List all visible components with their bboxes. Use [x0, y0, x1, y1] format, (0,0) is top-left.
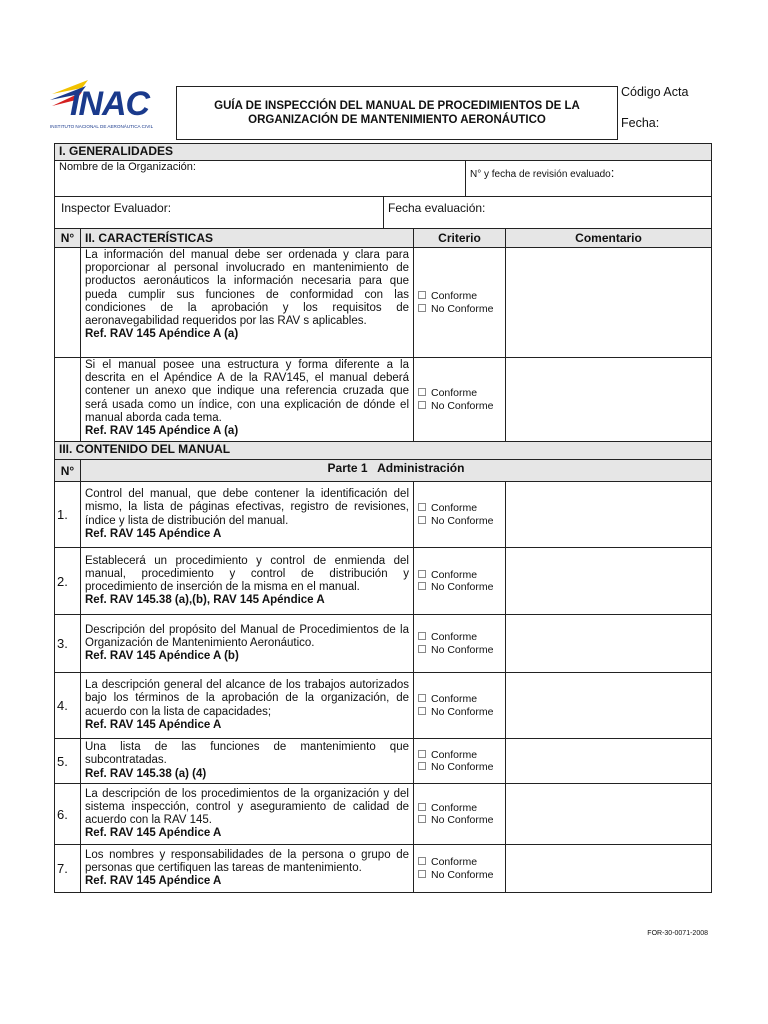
table-row	[55, 739, 712, 784]
row-text	[81, 482, 414, 548]
generalidades-heading: I. GENERALIDADES	[55, 144, 712, 161]
criterio-options	[414, 673, 506, 739]
conforme-option[interactable]	[418, 749, 501, 761]
comment-cell[interactable]	[506, 548, 712, 615]
fecha-evaluacion-label: Fecha evaluación:	[388, 201, 486, 215]
fecha-label: Fecha:	[621, 116, 660, 130]
criterio-options	[414, 248, 506, 358]
table-row	[55, 845, 712, 893]
row-text	[81, 845, 414, 893]
table-row	[55, 784, 712, 845]
row-number: 4.	[55, 673, 81, 739]
no-conforme-label: No Conforme	[431, 705, 494, 718]
checkbox-icon[interactable]	[418, 304, 426, 312]
conforme-label: Conforme	[431, 568, 478, 581]
title-line-2: ORGANIZACIÓN DE MANTENIMIENTO AERONÁUTICO	[248, 114, 546, 126]
no-conforme-label: No Conforme	[431, 814, 494, 826]
checkbox-icon[interactable]	[418, 815, 426, 823]
no-conforme-option[interactable]	[418, 706, 501, 718]
table-row	[55, 615, 712, 673]
no-conforme-option[interactable]	[418, 303, 501, 315]
org-name-field[interactable]	[55, 161, 466, 197]
conforme-label: Conforme	[431, 801, 478, 814]
col-criterio-header: Criterio	[414, 229, 506, 248]
table-row	[55, 248, 712, 358]
no-conforme-label: No Conforme	[431, 643, 494, 656]
conforme-label: Conforme	[431, 387, 478, 400]
revision-colon: :	[610, 165, 615, 180]
checkbox-icon[interactable]	[418, 388, 426, 396]
conforme-option[interactable]	[418, 290, 501, 302]
checkbox-icon[interactable]	[418, 632, 426, 640]
conforme-option[interactable]	[418, 856, 501, 868]
inac-logo	[48, 78, 166, 140]
table-row	[55, 673, 712, 739]
form-code: FOR-30-0071-2008	[647, 930, 708, 937]
no-conforme-option[interactable]	[418, 581, 501, 593]
criterio-options	[414, 739, 506, 784]
checkbox-icon[interactable]	[418, 401, 426, 409]
no-conforme-option[interactable]	[418, 515, 501, 527]
row-num	[55, 248, 81, 358]
no-conforme-label: No Conforme	[431, 581, 494, 593]
row-description: Una lista de las funciones de mantenimiento que subcontratadas.	[85, 741, 409, 767]
row-text	[81, 673, 414, 739]
no-conforme-label: No Conforme	[431, 761, 494, 773]
conforme-label: Conforme	[431, 290, 478, 303]
row-description: La descripción de los procedimientos de la organización y del sistema inspección, control y aseguramiento de calidad de acuerdo con la RAV 145.	[85, 787, 409, 826]
row-text	[81, 248, 414, 358]
checkbox-icon[interactable]	[418, 762, 426, 770]
comment-cell[interactable]	[506, 784, 712, 845]
row-description: Descripción del propósito del Manual de Procedimientos de la Organización de Mantenimiento Aeronáutico.	[85, 623, 409, 649]
row-number: 3.	[55, 615, 81, 673]
table-row	[55, 548, 712, 615]
comment-cell[interactable]	[506, 615, 712, 673]
criterio-options	[414, 615, 506, 673]
row-text	[81, 358, 414, 442]
conforme-option[interactable]	[418, 502, 501, 514]
part-title: Parte 1 Administración	[81, 460, 712, 482]
row-reference: Ref. RAV 145.38 (a) (4)	[85, 767, 207, 780]
col-caracteristicas-header: II. CARACTERÍSTICAS	[81, 229, 414, 248]
no-conforme-option[interactable]	[418, 814, 501, 826]
checkbox-icon[interactable]	[418, 582, 426, 590]
criterio-options	[414, 845, 506, 893]
row-reference: Ref. RAV 145 Apéndice A	[85, 827, 222, 840]
checkbox-icon[interactable]	[418, 857, 426, 865]
conforme-label: Conforme	[431, 502, 478, 515]
row-number: 1.	[55, 482, 81, 548]
codigo-acta-label: Código Acta	[621, 85, 689, 99]
inspector-label: Inspector Evaluador:	[61, 201, 172, 215]
criterio-options	[414, 482, 506, 548]
checkbox-icon[interactable]	[418, 694, 426, 702]
comment-cell[interactable]	[506, 845, 712, 893]
no-conforme-option[interactable]	[418, 644, 501, 656]
row-text	[81, 548, 414, 615]
table-row	[55, 358, 712, 442]
row-num	[55, 358, 81, 442]
row-description: La descripción general del alcance de los trabajos autorizados bajo los términos de la aprobación de la organización, de acuerdo con la lista de capacidades;	[85, 679, 409, 718]
inspector-field[interactable]	[55, 197, 384, 229]
no-conforme-label: No Conforme	[431, 868, 494, 881]
row-text	[81, 615, 414, 673]
revision-label: N° y fecha de revisión evaluado	[470, 169, 611, 180]
row-description: Si el manual posee una estructura y forma diferente a la descrita en el Apéndice A de la RAV145, el manual deberá contener un anexo que indique una referencia cruzada que será usada como un índice, con una explicación de dónde el manual aborda cada tema.	[85, 359, 409, 424]
col-num-header: N°	[55, 229, 81, 248]
row-number: 5.	[55, 739, 81, 784]
logo-subtitle: INSTITUTO NACIONAL DE AERONÁUTICA CIVIL	[50, 124, 154, 129]
comment-cell[interactable]	[506, 673, 712, 739]
table-row	[55, 482, 712, 548]
conforme-label: Conforme	[431, 693, 478, 706]
comment-cell[interactable]	[506, 482, 712, 548]
comment-cell[interactable]	[506, 739, 712, 784]
org-name-label: Nombre de la Organización:	[59, 161, 196, 173]
row-description: Los nombres y responsabilidades de la persona o grupo de personas que certifiquen las tareas de mantenimiento.	[85, 848, 409, 874]
comment-cell[interactable]	[506, 248, 712, 358]
row-number: 6.	[55, 784, 81, 845]
checkbox-icon[interactable]	[418, 750, 426, 758]
row-reference: Ref. RAV 145 Apéndice A	[85, 527, 222, 540]
row-description: Control del manual, que debe contener la identificación del mismo, la lista de páginas efectivas, registro de revisiones, índice y lista de distribución del manual.	[85, 488, 409, 527]
no-conforme-option[interactable]	[418, 400, 501, 412]
checkbox-icon[interactable]	[418, 645, 426, 653]
row-description: Establecerá un procedimiento y control de enmienda del manual, procedimiento y control de distribución y procedimiento de inserción de la misma en el manual.	[85, 554, 409, 593]
comment-cell[interactable]	[506, 358, 712, 442]
col-num-header: N°	[55, 460, 81, 482]
no-conforme-label: No Conforme	[431, 399, 494, 412]
row-reference: Ref. RAV 145 Apéndice A	[85, 718, 222, 731]
conforme-label: Conforme	[431, 748, 478, 761]
criterio-options	[414, 548, 506, 615]
conforme-option[interactable]	[418, 569, 501, 581]
row-reference: Ref. RAV 145 Apéndice A (a)	[85, 328, 239, 341]
checkbox-icon[interactable]	[418, 707, 426, 715]
conforme-label: Conforme	[431, 631, 478, 644]
criterio-options	[414, 358, 506, 442]
checkbox-icon[interactable]	[418, 291, 426, 299]
conforme-option[interactable]	[418, 631, 501, 643]
col-comentario-header: Comentario	[506, 229, 712, 248]
row-reference: Ref. RAV 145 Apéndice A	[85, 875, 222, 888]
caracteristicas-table	[54, 228, 712, 442]
no-conforme-label: No Conforme	[431, 514, 494, 527]
conforme-option[interactable]	[418, 693, 501, 705]
no-conforme-option[interactable]	[418, 761, 501, 773]
fecha-evaluacion-field[interactable]	[384, 197, 712, 229]
contenido-table	[54, 441, 712, 893]
row-number: 2.	[55, 548, 81, 615]
checkbox-icon[interactable]	[418, 516, 426, 524]
row-reference: Ref. RAV 145 Apéndice A (a)	[85, 425, 239, 438]
contenido-heading: III. CONTENIDO DEL MANUAL	[55, 442, 712, 460]
checkbox-icon[interactable]	[418, 870, 426, 878]
conforme-option[interactable]	[418, 802, 501, 814]
checkbox-icon[interactable]	[418, 503, 426, 511]
no-conforme-option[interactable]	[418, 869, 501, 881]
row-text	[81, 739, 414, 784]
conforme-label: Conforme	[431, 856, 478, 869]
title-line-1: GUÍA DE INSPECCIÓN DEL MANUAL DE PROCEDIMIENTOS DE LA	[214, 100, 580, 112]
checkbox-icon[interactable]	[418, 803, 426, 811]
no-conforme-label: No Conforme	[431, 302, 494, 315]
revision-field[interactable]	[466, 161, 712, 197]
generalidades-table	[54, 143, 712, 229]
row-reference: Ref. RAV 145 Apéndice A (b)	[85, 650, 239, 663]
row-number: 7.	[55, 845, 81, 893]
criterio-options	[414, 784, 506, 845]
document-title	[176, 86, 618, 140]
row-text	[81, 784, 414, 845]
checkbox-icon[interactable]	[418, 570, 426, 578]
row-description: La información del manual debe ser ordenada y clara para proporcionar al personal involucrado en mantenimiento de productos aeronáuticos la información necesaria para que pueda cumplir sus funciones de conformidad con las condiciones de la aprobación y los requisitos de aeronavegabilidad requeridos por las RAV s aplicables.	[85, 249, 409, 328]
row-reference: Ref. RAV 145.38 (a),(b), RAV 145 Apéndice A	[85, 594, 325, 607]
conforme-option[interactable]	[418, 387, 501, 399]
logo-text: INAC	[70, 85, 150, 123]
